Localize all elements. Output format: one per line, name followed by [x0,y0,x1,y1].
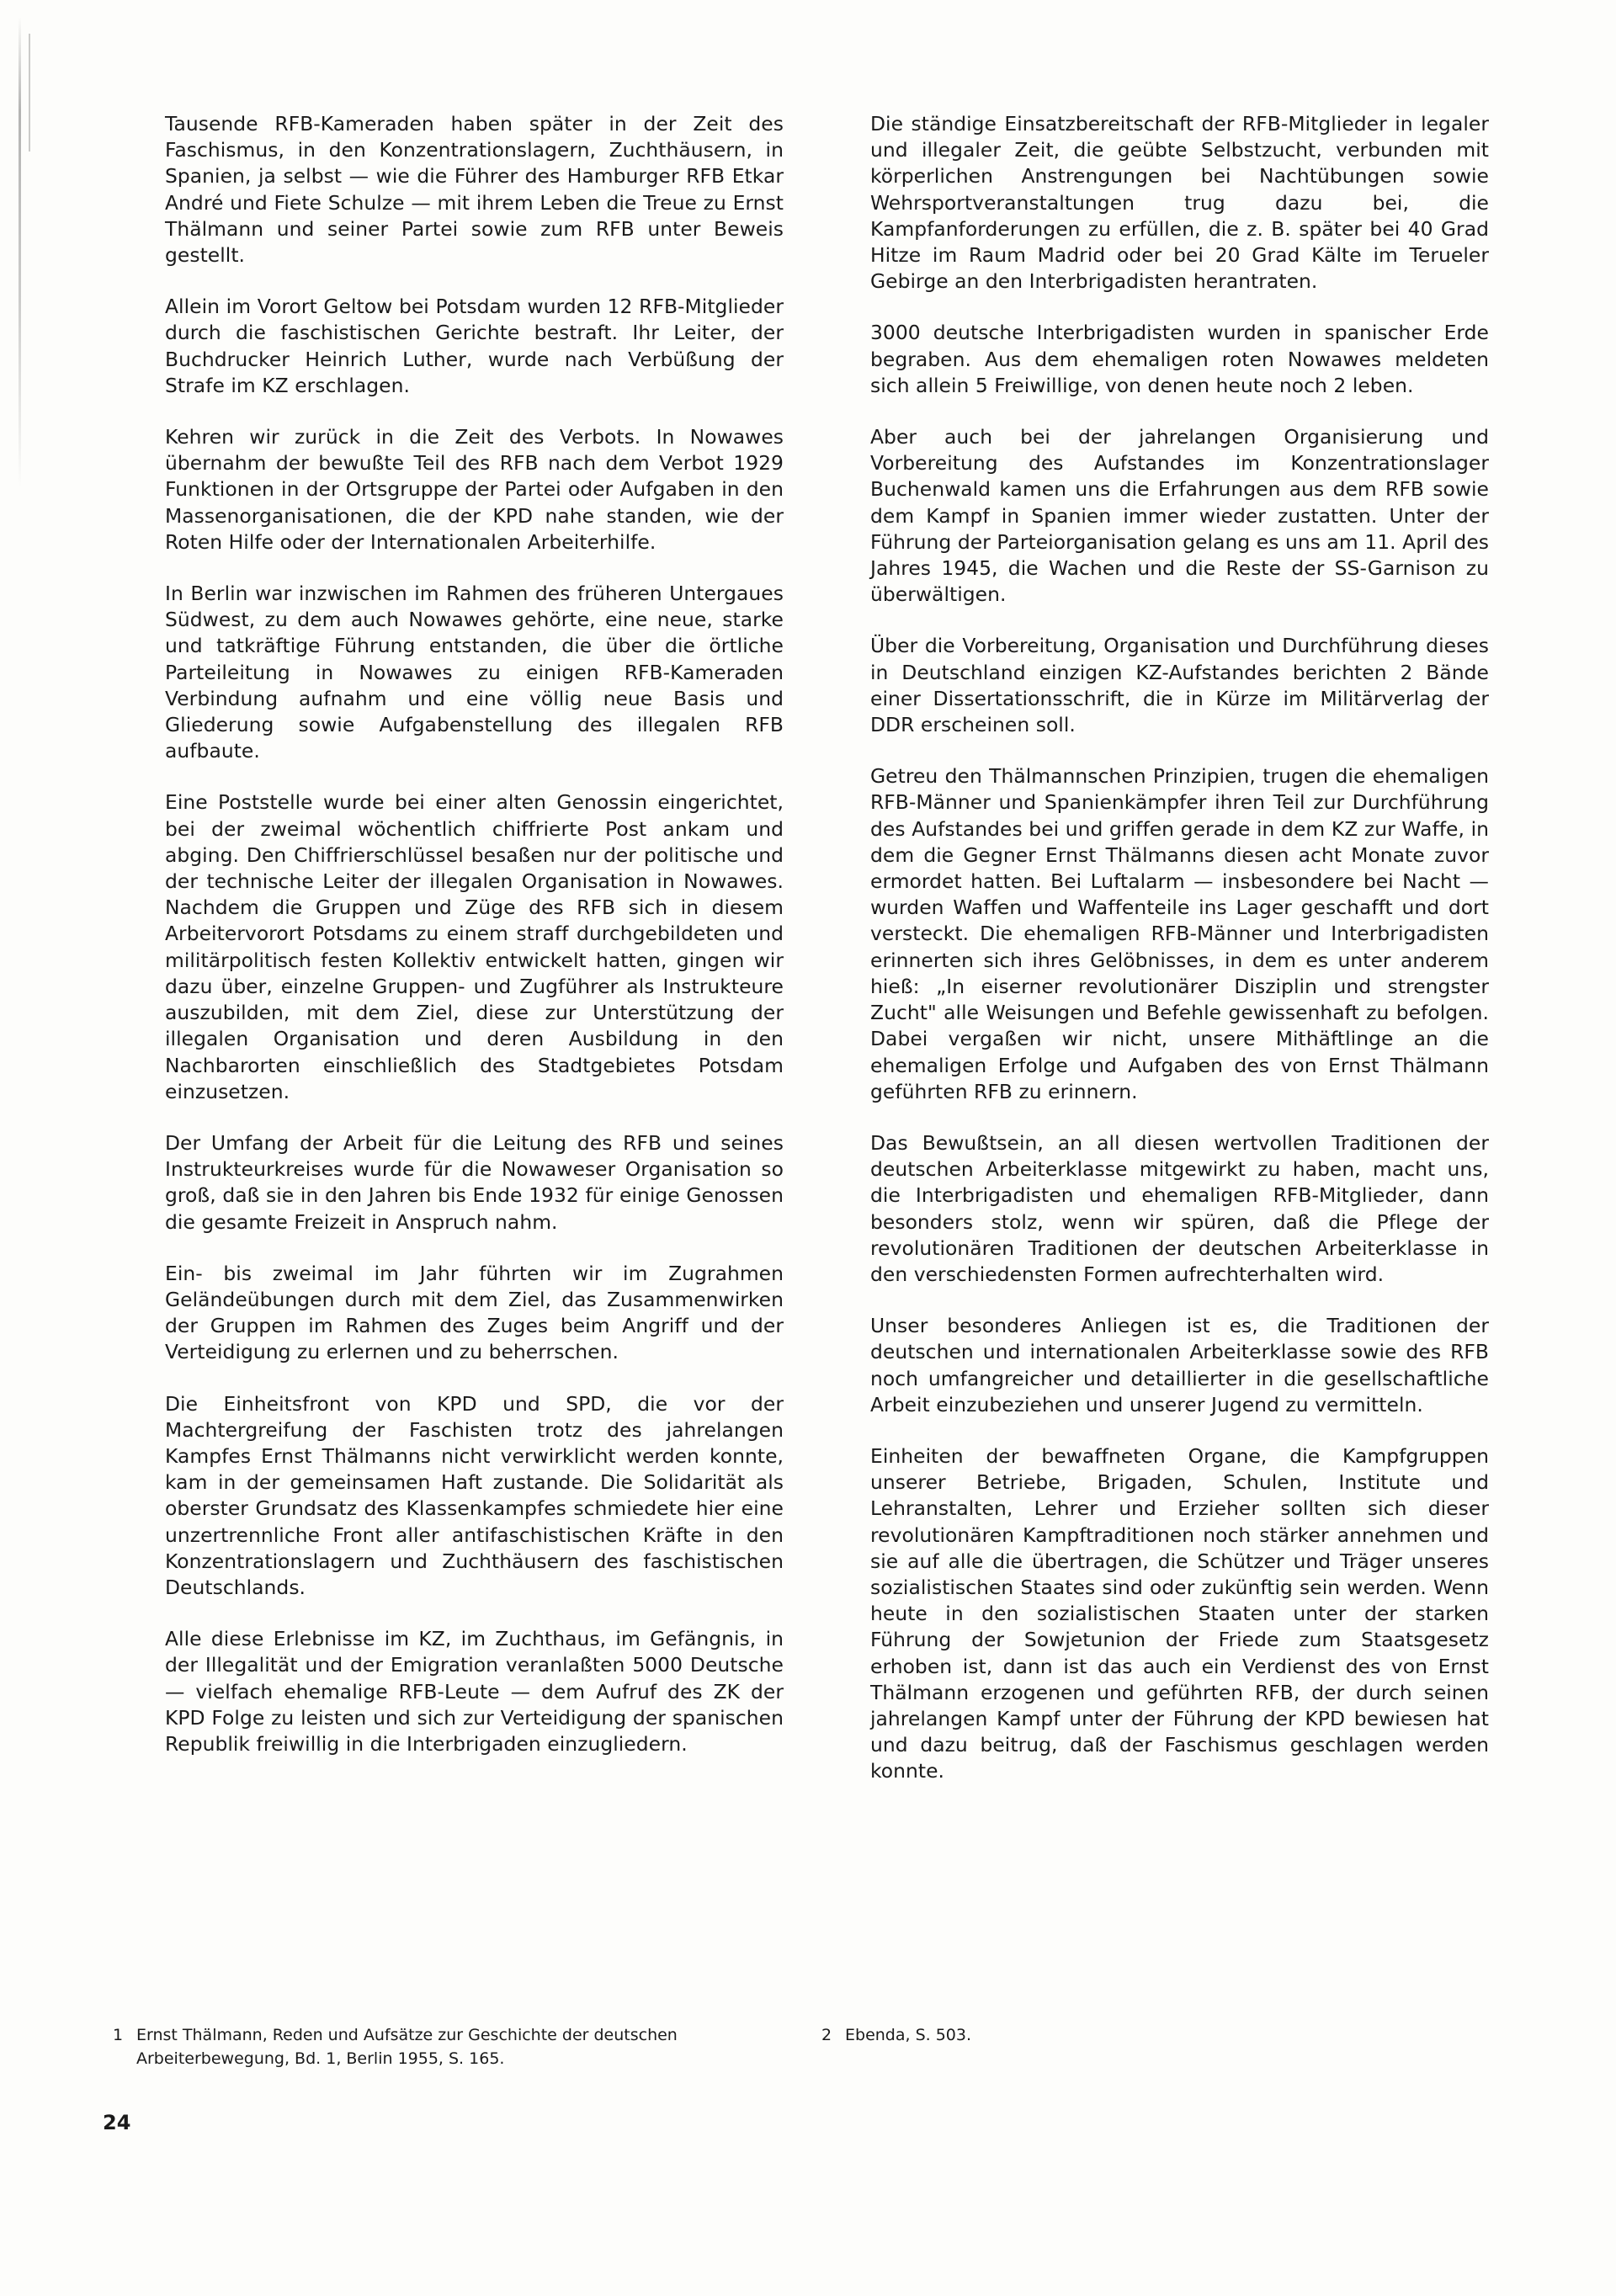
footnote-1 [113,2023,803,2070]
paragraph: Tausende RFB-Kameraden haben später in der Zeit des Faschismus, in den Konzentrationslagern, Zuchthäusern, in Spanien, ja selbst — wie die Führer des Hamburger RFB Etkar André und Fiete Schulze — mit ihrem Leben die Treue zu Ernst Thälmann und seiner Partei sowie zum RFB unter Beweis gestellt. [165,112,784,268]
footnote-2 [821,2023,1158,2047]
paragraph: Das Bewußtsein, an all diesen wertvollen Traditionen der deutschen Arbeiterklasse mitgewirkt zu haben, macht uns, die Interbrigadisten und ehemaligen RFB-Mitglieder, dann besonders stolz, wenn wir spüren, daß die Pflege der revolutionären Traditionen der deutschen Arbeiterklasse in den verschiedensten Formen aufrechterhalten wird. [870,1130,1489,1286]
page-number: 24 [103,2111,131,2134]
paragraph: Eine Poststelle wurde bei einer alten Genossin eingerichtet, bei der zweimal wöchentlich chiffrierte Post ankam und abging. Den Chiffrierschlüssel besaßen nur der politische und der technische Leiter der illegalen Organisation in Nowawes. Nachdem die Gruppen und Züge des RFB sich in diesem Arbeitervorort Potsdams zu einem straff durchgebildeten und militärpolitisch festen Kollektiv entwickelt hatten, gingen wir dazu über, einzelne Gruppen- und Zugführer als Instrukteure auszubilden, mit dem Ziel, diese zur Unterstützung der illegalen Organisation und deren Ausbildung in den Nachbarorten einschließlich des Stadtgebietes Potsdam einzusetzen. [165,790,784,1103]
footnote-text: Arbeiterbewegung, Bd. 1, Berlin 1955, S. 165. [136,2049,505,2068]
scan-edge-mark [29,34,30,151]
paragraph: Allein im Vorort Geltow bei Potsdam wurden 12 RFB-Mitglieder durch die faschistischen Gerichte bestraft. Ihr Leiter, der Buchdrucker Heinrich Luther, wurde nach Verbüßung der Strafe im KZ erschlagen. [165,295,784,397]
scan-edge-mark [19,17,21,488]
paragraph: Aber auch bei der jahrelangen Organisierung und Vorbereitung des Aufstandes im Konzentrationslager Buchenwald kamen uns die Erfahrungen aus dem RFB sowie dem Kampf in Spanien immer wieder zustatten. Unter der Führung der Parteiorganisation gelang es uns am 11. April des Jahres 1945, die Wachen und die Reste der SS-Garnison zu überwältigen. [870,425,1489,607]
right-text-column [870,111,1489,1810]
paragraph: Alle diese Erlebnisse im KZ, im Zuchthaus, im Gefängnis, in der Illegalität und der Emigration veranlaßten 5000 Deutsche — vielfach ehemalige RFB-Leute — dem Aufruf des ZK der KPD Folge zu leisten und sich zur Verteidigung der spanischen Republik freiwillig in die Interbrigaden einzugliedern. [165,1627,784,1756]
paragraph: In Berlin war inzwischen im Rahmen des früheren Untergaues Südwest, zu dem auch Nowawes gehörte, eine neue, starke und tatkräftige Führung entstanden, die über die örtliche Parteileitung in Nowawes zu einigen RFB-Kameraden Verbindung aufnahm und eine völlig neue Basis und Gliederung sowie Aufgabenstellung des illegalen RFB aufbaute. [165,582,784,763]
footnote-number: 1 [113,2026,124,2044]
paragraph: Getreu den Thälmannschen Prinzipien, trugen die ehemaligen RFB-Männer und Spanienkämpfer ihren Teil zur Durchführung des Aufstandes bei und griffen gerade in dem KZ zur Waffe, in dem die Gegner Ernst Thälmanns diesen acht Monate zuvor ermordet hatten. Bei Luftalarm — insbesondere bei Nacht — wurden Waffen und Waffenteile ins Lager geschafft und dort versteckt. Die ehemaligen RFB-Männer und Interbrigadisten erinnerten sich ihres Gelöbnisses, in dem es unter anderem hieß: „In eiserner revolutionärer Disziplin und strengster Zucht" alle Weisungen und Befehle gewissenhaft zu befolgen. Dabei vergaßen wir nicht, unsere Mithäftlinge an die ehemaligen Erfolge und Aufgaben des von Ernst Thälmann geführten RFB zu erinnern. [870,764,1489,1103]
paragraph: Kehren wir zurück in die Zeit des Verbots. In Nowawes übernahm der bewußte Teil des RFB nach dem Verbot 1929 Funktionen in der Ortsgruppe der Partei oder Aufgaben in den Massenorganisationen, die der KPD nahe standen, wie der Roten Hilfe oder der Internationalen Arbeiterhilfe. [165,425,784,554]
paragraph: Über die Vorbereitung, Organisation und Durchführung dieses in Deutschland einzigen KZ-Aufstandes berichten 2 Bände einer Dissertationsschrift, die in Kürze im Militärverlag der DDR erscheinen soll. [870,634,1489,737]
footnote-number: 2 [821,2026,832,2044]
left-text-column [165,111,784,1783]
paragraph: Einheiten der bewaffneten Organe, die Kampfgruppen unserer Betriebe, Brigaden, Schulen, Institute und Lehranstalten, Lehrer und Erzieher sollten sich dieser revolutionären Kampftraditionen noch stärker annehmen und sie auf alle die übertragen, die Schützer und Träger unseres sozialistischen Staates sind oder zukünftig sein werden. Wenn heute in den sozialistischen Staaten unter der starken Führung der Sowjetunion der Friede zum Staatsgesetz erhoben ist, dann ist das auch ein Verdienst des von Ernst Thälmann erzogenen und geführten RFB, der durch seinen jahrelangen Kampf unter der Führung der KPD bewiesen hat und dazu beitrug, daß der Faschismus geschlagen werden konnte. [870,1443,1489,1783]
paragraph: Der Umfang der Arbeit für die Leitung des RFB und seines Instrukteurkreises wurde für die Nowaweser Organisation so groß, daß sie in den Jahren bis Ende 1932 für einige Genossen die gesamte Freizeit in Anspruch nahm. [165,1130,784,1234]
paragraph: Die ständige Einsatzbereitschaft der RFB-Mitglieder in legaler und illegaler Zeit, die geübte Selbstzucht, verbunden mit körperlichen Anstrengungen bei Nachtübungen sowie Wehrsportveranstaltungen trug dazu bei, die Kampfanforderungen zu erfüllen, die z. B. später bei 40 Grad Hitze im Raum Madrid oder bei 20 Grad Kälte im Terueler Gebirge an den Interbrigadisten herantraten. [870,112,1489,294]
footnote-text: Ebenda, S. 503. [845,2026,972,2044]
paragraph: Unser besonderes Anliegen ist es, die Traditionen der deutschen und internationalen Arbeiterklasse sowie des RFB noch umfangreicher und detaillierter in die gesellschaftliche Arbeit einzubeziehen und unserer Jugend zu vermitteln. [870,1314,1489,1416]
paragraph: 3000 deutsche Interbrigadisten wurden in spanischer Erde begraben. Aus dem ehemaligen roten Nowawes meldeten sich allein 5 Freiwillige, von denen heute noch 2 leben. [870,321,1489,397]
paragraph: Ein- bis zweimal im Jahr führten wir im Zugrahmen Geländeübungen durch mit dem Ziel, das Zusammenwirken der Gruppen im Rahmen des Zuges beim Angriff und der Verteidigung zu erlernen und zu beherrschen. [165,1261,784,1364]
footnote-text: Ernst Thälmann, Reden und Aufsätze zur Geschichte der deutschen [136,2026,678,2044]
paragraph: Die Einheitsfront von KPD und SPD, die vor der Machtergreifung der Faschisten trotz des jahrelangen Kampfes Ernst Thälmanns nicht verwirklicht werden konnte, kam in der gemeinsamen Haft zustande. Die Solidarität als oberster Grundsatz des Klassenkampfes schmiedete hier eine unzertrennliche Front aller antifaschistischen Kräfte in den Konzentrationslagern und Zuchthäusern des faschistischen Deutschlands. [165,1391,784,1599]
